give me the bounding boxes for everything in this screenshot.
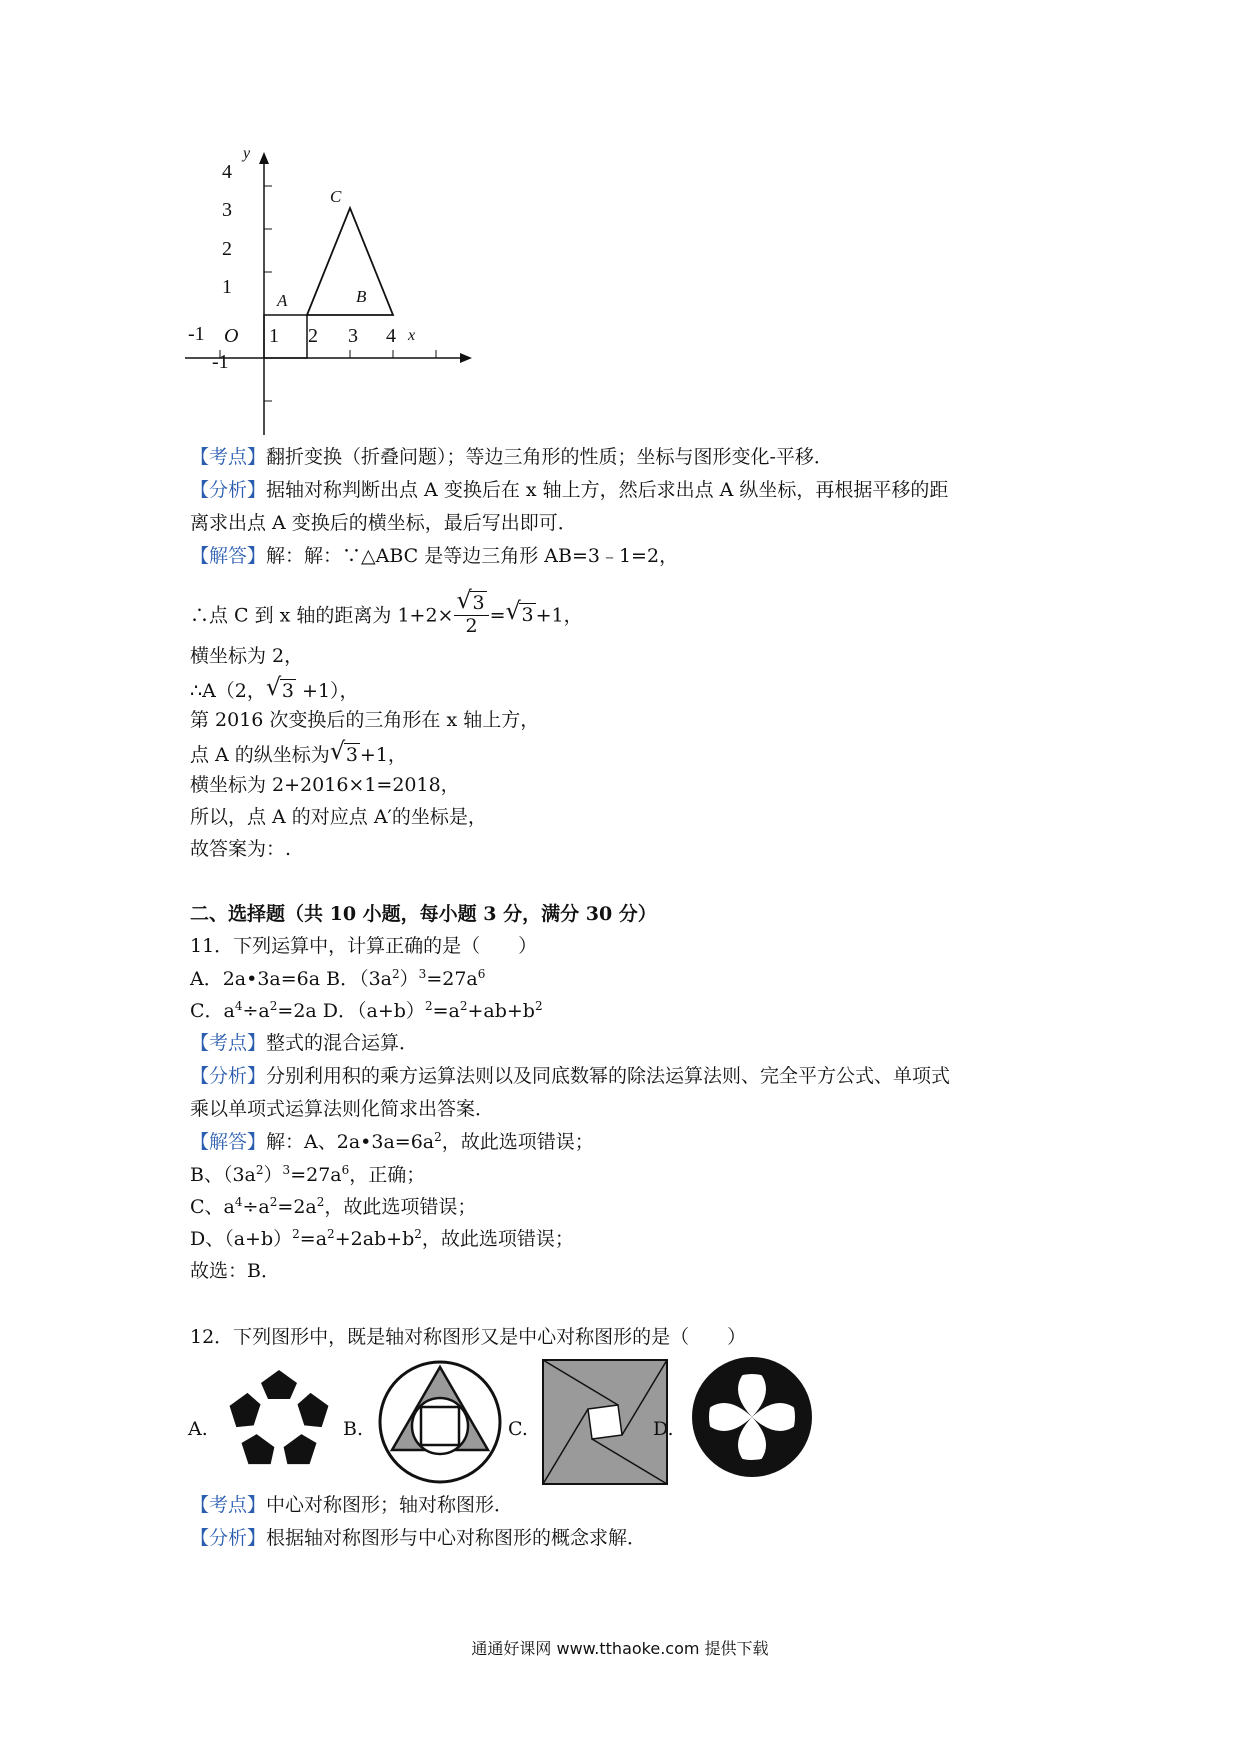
fraction: √ 3 2 bbox=[454, 591, 488, 638]
point-b-label: B bbox=[356, 287, 367, 306]
p10-jieda: 【解答】解：解：∵△ABC 是等边三角形 AB=3﹣1=2， bbox=[190, 545, 679, 567]
p10-step-4: 第 2016 次变换后的三角形在 x 轴上方， bbox=[190, 709, 540, 731]
point-a-label: A bbox=[277, 291, 288, 310]
p10-step-8: 故答案为：. bbox=[190, 838, 292, 860]
q12-fenxi: 【分析】根据轴对称图形与中心对称图形的概念求解． bbox=[190, 1527, 647, 1549]
q11-jieda: 【解答】解：A、$2a•3a=6a^2$，故此选项错误； bbox=[190, 1130, 594, 1153]
section-title: 二、选择题（共 10 小题，每小题 3 分，满分 30 分） bbox=[190, 903, 657, 925]
x-tick-3: 3 bbox=[348, 325, 358, 347]
p10-step-2: 横坐标为 2， bbox=[190, 645, 304, 667]
q12-option-a-label: A. bbox=[188, 1418, 208, 1440]
y-tick-2: 2 bbox=[222, 238, 232, 260]
q12-option-d-label: D. bbox=[653, 1418, 674, 1440]
x-tick-neg1: -1 bbox=[188, 323, 205, 345]
x-tick-4: 4 bbox=[386, 325, 396, 347]
x-tick-1: 1 bbox=[269, 325, 279, 347]
p10-fenxi-2: 离求出点 A 变换后的横坐标，最后写出即可． bbox=[190, 512, 577, 534]
q12-figure-b bbox=[375, 1357, 505, 1487]
p10-step-5: 点 A 的纵坐标为 √ 3 +1， bbox=[190, 737, 407, 766]
q12-option-c-label: C. bbox=[508, 1418, 528, 1440]
q11-step-c: C、$a^4\div a^2=2a^2$，故此选项错误； bbox=[190, 1195, 477, 1218]
point-c-label: C bbox=[330, 187, 342, 206]
p10-fenxi-1: 【分析】据轴对称判断出点 A 变换后在 x 轴上方，然后求出点 A 纵坐标，再根据平移的距 bbox=[190, 479, 949, 501]
p10-step-6: 横坐标为 2+2016×1=2018， bbox=[190, 774, 460, 796]
q12-figure-d bbox=[687, 1352, 817, 1482]
q11-fenxi-2: 乘以单项式运算法则化简求出答案． bbox=[190, 1098, 495, 1120]
y-tick-4: 4 bbox=[222, 161, 232, 183]
q12-figure-c bbox=[540, 1357, 670, 1487]
y-tick-neg1: -1 bbox=[212, 351, 229, 373]
q11-kaodian: 【考点】整式的混合运算． bbox=[190, 1032, 419, 1054]
q12-kaodian: 【考点】中心对称图形；轴对称图形． bbox=[190, 1494, 514, 1516]
p10-kaodian: 【考点】翻折变换（折叠问题）；等边三角形的性质；坐标与图形变化-平移． bbox=[190, 446, 833, 468]
q11-step-b: B、$(3a^2)^3=27a^6$，正确； bbox=[190, 1163, 426, 1186]
p10-step-7: 所以，点 A 的对应点 A′的坐标是， bbox=[190, 806, 487, 828]
sqrt: √ 3 bbox=[329, 737, 358, 766]
y-tick-3: 3 bbox=[222, 199, 232, 221]
q11-answer: 故选：B． bbox=[190, 1260, 280, 1282]
q11-step-d: D、$(a+b)^2=a^2+2ab+b^2$，故此选项错误； bbox=[190, 1227, 574, 1250]
q11-options-cd: C．$a^4\div a^2=2a$ D．$(a+b)^2=a^2+ab+b^2$ bbox=[190, 999, 543, 1022]
q12-figure-a bbox=[224, 1367, 334, 1477]
page-footer: 通通好课网 www.tthaoke.com 提供下载 bbox=[471, 1639, 769, 1658]
q12-stem: 12．下列图形中，既是轴对称图形又是中心对称图形的是（ ） bbox=[190, 1326, 747, 1348]
sqrt: √ 3 bbox=[505, 597, 534, 627]
q11-options-ab: A．2a•3a=6a B．$(3a^2)^3=27a^6$ bbox=[190, 967, 486, 990]
sqrt: √ 3 bbox=[265, 673, 294, 702]
coordinate-graph bbox=[180, 150, 480, 435]
y-axis-label: y bbox=[243, 150, 251, 162]
y-tick-1: 1 bbox=[222, 276, 232, 298]
p10-step-3: ∴A（2， √ 3 +1）， bbox=[190, 673, 359, 702]
origin-label: O bbox=[224, 325, 239, 347]
x-axis-label: x bbox=[408, 327, 416, 344]
q12-option-b-label: B. bbox=[343, 1418, 364, 1440]
q11-stem: 11．下列运算中，计算正确的是（ ） bbox=[190, 935, 538, 957]
q11-fenxi-1: 【分析】分别利用积的乘方运算法则以及同底数幂的除法运算法则、完全平方公式、单项式 bbox=[190, 1065, 951, 1087]
p10-step-1: ∴点 C 到 x 轴的距离为 1+2× √ 3 2 = √ 3 +1， bbox=[190, 586, 583, 637]
x-tick-2: 2 bbox=[308, 325, 318, 347]
